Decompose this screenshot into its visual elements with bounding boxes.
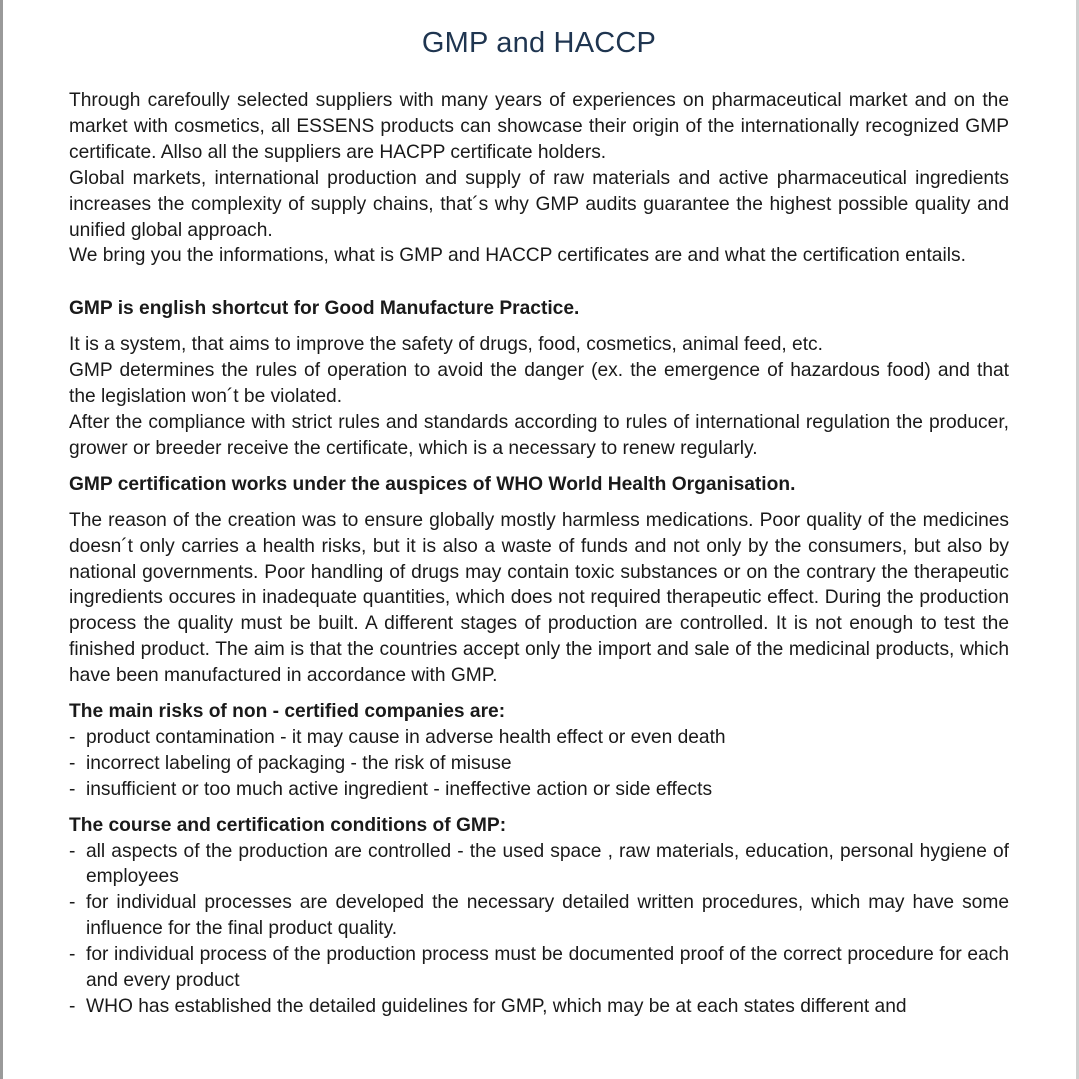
- list-item: [69, 942, 1009, 994]
- dash-bullet: -: [69, 840, 76, 862]
- dash-bullet: -: [69, 944, 76, 966]
- body-paragraph: The reason of the creation was to ensure globally mostly harmless medications. Poor quality of the medicines doesn´t only carries a health risks, but it is also a waste of funds and not only by the consumers, but also by national governments. Poor handling of drugs may contain toxic substances or on the contrary the therapeutic ingredients occures in inadequate quantities, which does not required therapeutic effect. During the production process the quality must be built. A different stages of production are controlled. It is not enough to test the finished product. The aim is that the countries accept only the import and sale of the medicinal products, which have been manufactured in accordance with GMP.: [69, 509, 1009, 687]
- list-item-text: for individual process of the production process must be documented proof of the correct procedure for each and every product: [86, 944, 1009, 992]
- intro-section: [69, 88, 1009, 269]
- course-list: [69, 839, 1009, 1020]
- list-item: [69, 994, 1009, 1020]
- body-paragraph: It is a system, that aims to improve the safety of drugs, food, cosmetics, animal feed, etc.: [69, 334, 823, 356]
- list-item-text: insufficient or too much active ingredient - ineffective action or side effects: [86, 778, 713, 800]
- risks-section: [69, 699, 1009, 803]
- list-item-text: for individual processes are developed the necessary detailed written procedures, which may have some influence for the final product quality.: [86, 892, 1009, 940]
- list-item-text: product contamination - it may cause in adverse health effect or even death: [86, 726, 726, 748]
- section-heading: The course and certification conditions of GMP:: [69, 814, 507, 836]
- course-section: [69, 813, 1009, 1020]
- dash-bullet: -: [69, 726, 76, 748]
- gmp-definition-section: [69, 296, 1009, 461]
- list-item: [69, 777, 1009, 803]
- risks-list: [69, 725, 1009, 803]
- list-item: [69, 751, 1009, 777]
- intro-paragraph: Through carefoully selected suppliers with many years of experiences on pharmaceutical market and on the market with cosmetics, all ESSENS products can showcase their origin of the internationally recognized GMP certificate. Allso all the suppliers are HACPP certificate holders.: [69, 90, 1009, 163]
- left-border: [0, 0, 3, 1079]
- section-heading: GMP certification works under the auspices of WHO World Health Organisation.: [69, 473, 796, 495]
- document-page: [69, 0, 1009, 1020]
- dash-bullet: -: [69, 752, 76, 774]
- page-title: GMP and HACCP: [421, 27, 657, 59]
- body-paragraph: GMP determines the rules of operation to avoid the danger (ex. the emergence of hazardous food) and that the legislation won´t be violated.: [69, 360, 1009, 408]
- section-heading: The main risks of non - certified companies are:: [69, 701, 506, 723]
- list-item-text: incorrect labeling of packaging - the risk of misuse: [86, 752, 512, 774]
- body-paragraph: After the compliance with strict rules and standards according to rules of international regulation the producer, grower or breeder receive the certificate, which is a necessary to renew regularly.: [69, 411, 1009, 459]
- list-item: [69, 725, 1009, 751]
- intro-paragraph: Global markets, international production and supply of raw materials and active pharmaceutical ingredients increases the complexity of supply chains, that´s why GMP audits guarantee the highest possible quality and unified global approach.: [69, 167, 1009, 241]
- dash-bullet: -: [69, 778, 76, 800]
- intro-paragraph: We bring you the informations, what is GMP and HACCP certificates are and what the certification entails.: [69, 245, 966, 267]
- who-section: [69, 472, 1009, 689]
- list-item: [69, 839, 1009, 891]
- section-heading: GMP is english shortcut for Good Manufacture Practice.: [69, 298, 580, 320]
- list-item: [69, 890, 1009, 942]
- list-item-text: WHO has established the detailed guidelines for GMP, which may be at each states different and: [86, 996, 907, 1017]
- dash-bullet: -: [69, 892, 76, 914]
- list-item-text: all aspects of the production are controlled - the used space , raw materials, education, personal hygiene of employees: [86, 840, 1009, 888]
- dash-bullet: -: [69, 996, 76, 1017]
